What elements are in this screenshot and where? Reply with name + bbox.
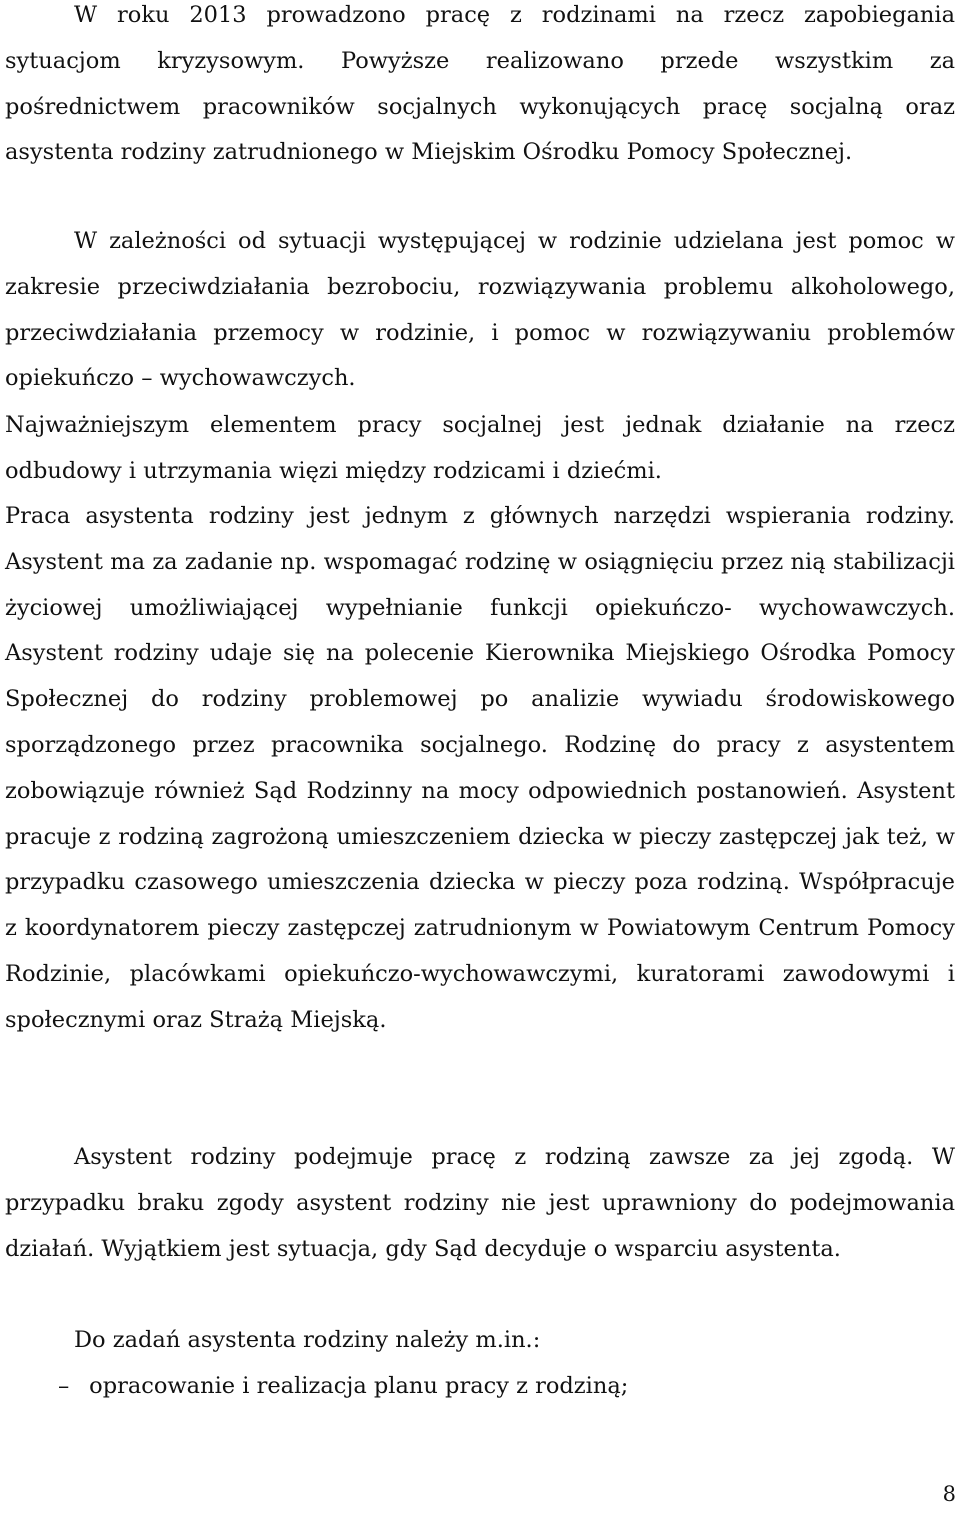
list-item-text: opracowanie i realizacja planu pracy z rodziną;: [89, 1373, 629, 1399]
paragraph-5: Asystent rodziny podejmuje pracę z rodziną zawsze za jej zgodą. W przypadku braku zgody asystent rodziny nie jest uprawniony do podejmowania działań. Wyjątkiem jest sytuacja, gdy Sąd decyduje o wsparciu asystenta.: [5, 1144, 955, 1262]
paragraph-6: Do zadań asystenta rodziny należy m.in.:: [74, 1327, 541, 1353]
paragraph-2: W zależności od sytuacji występującej w rodzinie udzielana jest pomoc w zakresie przeciwdziałania bezrobociu, rozwiązywania problemu alkoholowego, przeciwdziałania przemocy w rodzinie, i pomoc w rozwiązywaniu problemów opiekuńczo – wychowawczych.: [5, 228, 955, 392]
paragraph-3: Najważniejszym elementem pracy socjalnej jest jednak działanie na rzecz odbudowy i utrzymania więzi między rodzicami i dziećmi.: [5, 412, 955, 484]
list-item: [58, 1364, 938, 1410]
paragraph-1: W roku 2013 prowadzono pracę z rodzinami na rzecz zapobiegania sytuacjom kryzysowym. Powyższe realizowano przede wszystkim za pośrednictwem pracowników socjalnych wykonujących pracę socjalną oraz asystenta rodziny zatrudnionego w Miejskim Ośrodku Pomocy Społecznej.: [5, 2, 955, 166]
list-dash-marker: –: [58, 1373, 70, 1399]
paragraph-4: Praca asystenta rodziny jest jednym z głównych narzędzi wspierania rodziny. Asystent ma za zadanie np. wspomagać rodzinę w osiągnięciu przez nią stabilizacji życiowej umożliwiającej wypełnianie funkcji opiekuńczo- wychowawczych. Asystent rodziny udaje się na polecenie Kierownika Miejskiego Ośrodka Pomocy Społecznej do rodziny problemowej po analizie wywiadu środowiskowego sporządzonego przez pracownika socjalnego. Rodzinę do pracy z asystentem zobowiązuje również Sąd Rodzinny na mocy odpowiednich postanowień. Asystent pracuje z rodziną zagrożoną umieszczeniem dziecka w pieczy zastępczej jak też, w przypadku czasowego umieszczenia dziecka w pieczy poza rodziną. Współpracuje z koordynatorem pieczy zastępczej zatrudnionym w Powiatowym Centrum Pomocy Rodzinie, placówkami opiekuńczo-wychowawczymi, kuratorami zawodowymi i społecznymi oraz Strażą Miejską.: [5, 503, 955, 1033]
page-number: 8: [942, 1482, 956, 1506]
